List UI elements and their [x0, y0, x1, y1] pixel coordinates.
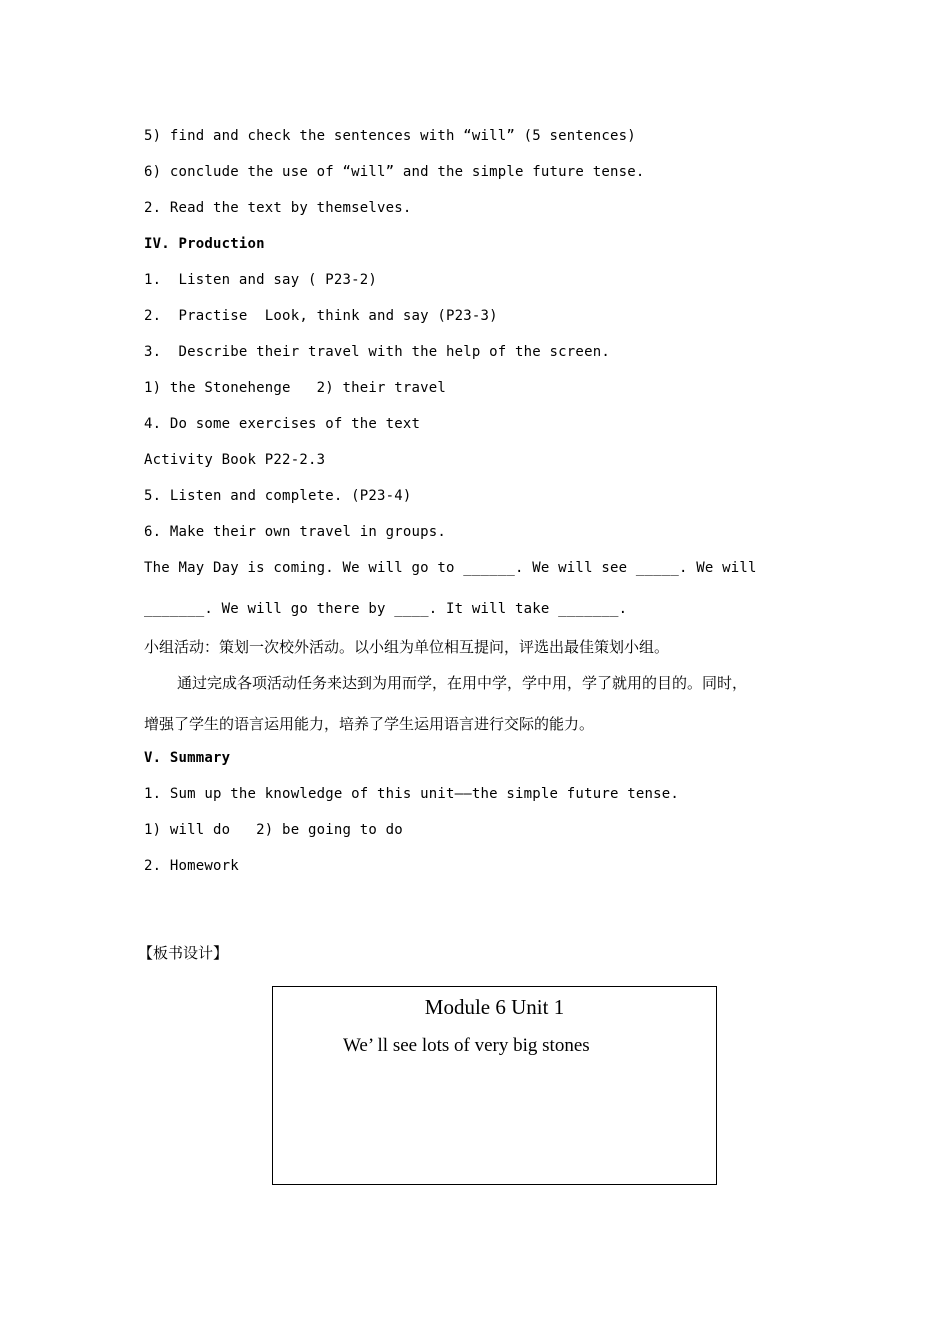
text-line: The May Day is coming. We will go to ______. We will see _____. We will — [144, 560, 757, 576]
text-line: _______. We will go there by ____. It will take _______. — [144, 601, 628, 617]
text-line: 小组活动：策划一次校外活动。以小组为单位相互提问，评选出最佳策划小组。 — [144, 638, 670, 656]
section-heading-production: IV. Production — [144, 236, 265, 252]
text-line: 6) conclude the use of “will” and the simple future tense. — [144, 164, 645, 180]
board-subtitle: We’ ll see lots of very big stones — [343, 1035, 590, 1056]
text-line: 2. Homework — [144, 858, 239, 874]
board-design-heading: 【板书设计】 — [138, 944, 229, 962]
blackboard-design-box — [272, 986, 717, 1185]
text-line: 通过完成各项活动任务来达到为用而学，在用中学，学中用，学了就用的目的。同时， — [177, 674, 748, 692]
text-line: 4. Do some exercises of the text — [144, 416, 421, 432]
section-heading-summary: V. Summary — [144, 750, 231, 766]
text-line: 3. Describe their travel with the help of the screen. — [144, 344, 610, 360]
text-line: 2. Practise Look, think and say (P23-3) — [144, 308, 498, 324]
text-line: 1. Sum up the knowledge of this unit——the simple future tense. — [144, 786, 679, 802]
text-line: 1) will do 2) be going to do — [144, 822, 403, 838]
text-line: 6. Make their own travel in groups. — [144, 524, 447, 540]
board-title: Module 6 Unit 1 — [424, 995, 565, 1019]
text-line: 1) the Stonehenge 2) their travel — [144, 380, 447, 396]
text-line: 2. Read the text by themselves. — [144, 200, 412, 216]
text-line: 5. Listen and complete. (P23-4) — [144, 488, 412, 504]
text-line: 增强了学生的语言运用能力，培养了学生运用语言进行交际的能力。 — [144, 715, 595, 733]
text-line: 5) find and check the sentences with “will” (5 sentences) — [144, 128, 636, 144]
text-line: Activity Book P22-2.3 — [144, 452, 326, 468]
text-line: 1. Listen and say ( P23-2) — [144, 272, 377, 288]
